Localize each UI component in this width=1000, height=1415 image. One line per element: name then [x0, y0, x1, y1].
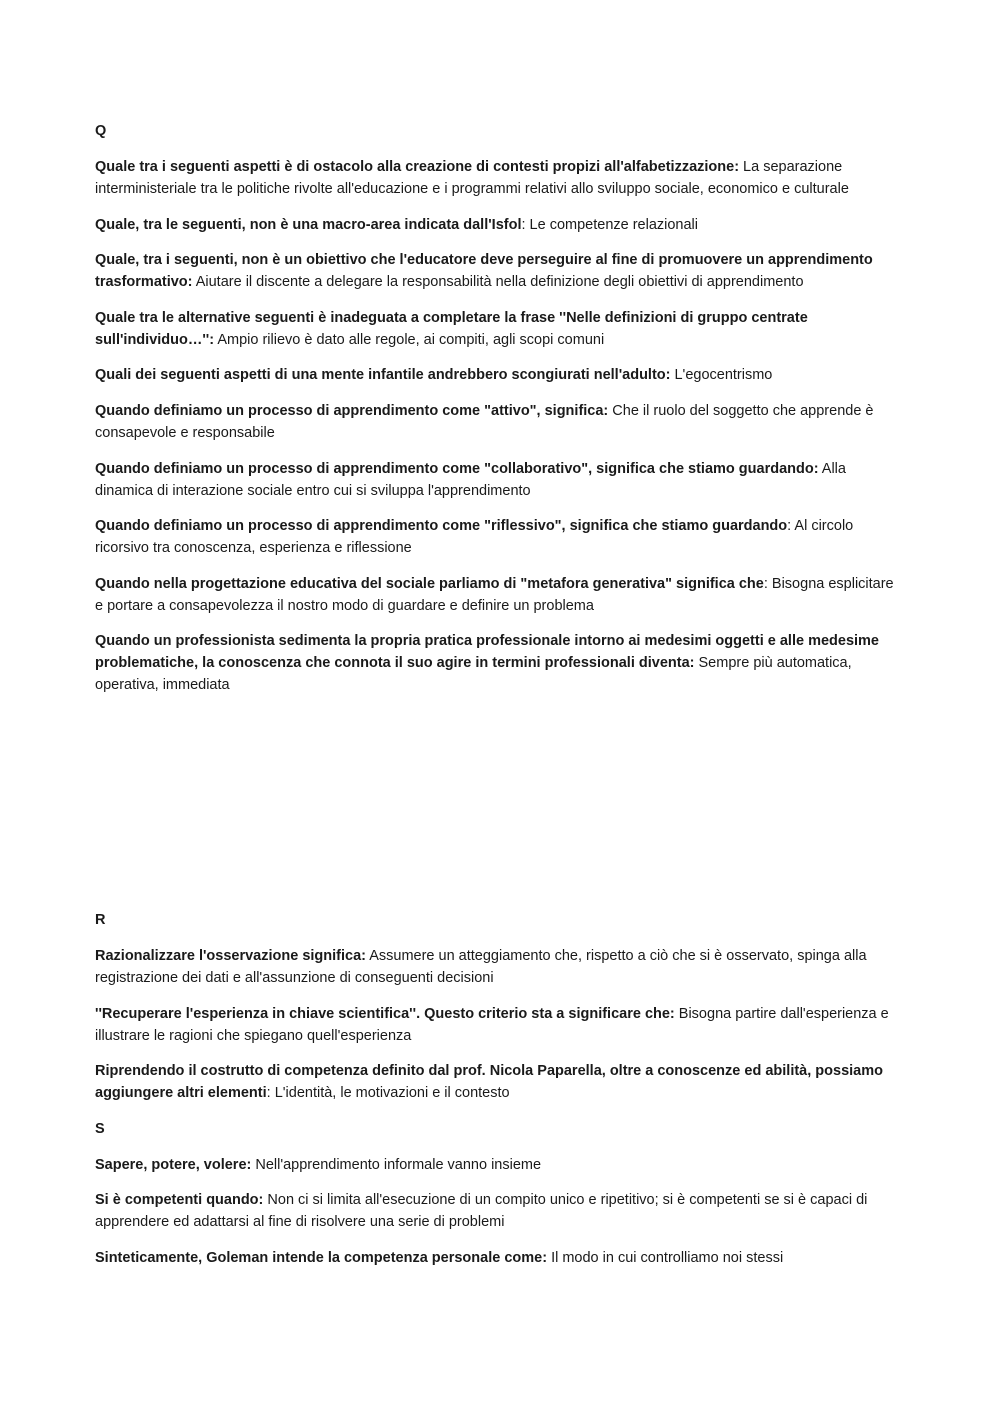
answer-text: Che il ruolo del soggetto che apprende è consapevole e responsabile [95, 402, 874, 441]
qa-entry [95, 364, 905, 386]
qa-entry [95, 1189, 905, 1233]
question-text: Quale, tra le seguenti, non è una macro-area indicata dall'Isfol [95, 216, 522, 233]
answer-text: La separazione interministeriale tra le politiche rivolte all'educazione e i programmi relativi allo sviluppo sociale, economico e culturale [95, 159, 849, 197]
qa-entry [95, 214, 905, 236]
answer-text: Non ci si limita all'esecuzione di un compito unico e ripetitivo; si è competenti se si è capaci di apprendere ed adattarsi al fine di risolvere una serie di problemi [95, 1192, 868, 1231]
section-letter: R [95, 912, 106, 928]
answer-text: Ampio rilievo è dato alle regole, ai compiti, agli scopi comuni [214, 331, 605, 348]
section-letter: S [95, 1120, 105, 1137]
answer-text: Bisogna partire dall'esperienza e illustrare le ragioni che spiegano quell'esperienza [95, 1005, 889, 1044]
qa-entry [95, 1154, 905, 1176]
qa-entry [95, 156, 905, 200]
qa-entry [95, 945, 905, 989]
question-text: Si è competenti quando: [95, 1192, 264, 1209]
qa-entry [95, 1003, 905, 1047]
question-text: Quando definiamo un processo di apprendimento come "riflessivo", significa che stiamo guardando [95, 518, 788, 535]
question-text: Quale tra i seguenti aspetti è di ostacolo alla creazione di contesti propizi all'alfabetizzazione: [95, 159, 740, 175]
answer-text: Il modo in cui controlliamo noi stessi [547, 1249, 784, 1266]
answer-text: Aiutare il discente a delegare la responsabilità nella definizione degli obiettivi di apprendimento [192, 274, 804, 291]
question-text: Riprendendo il costrutto di competenza definito dal prof. Nicola Paparella, oltre a conoscenze ed abilità, possiamo aggiungere altri elementi [95, 1063, 883, 1102]
qa-entry [95, 1247, 905, 1269]
question-text: Sapere, potere, volere: [95, 1156, 252, 1173]
question-text: Quale tra le alternative seguenti è inadeguata a completare la frase ''Nelle definizioni di gruppo centrate sull'individuo…'': [95, 309, 808, 348]
qa-entry [95, 515, 905, 559]
question-text: Razionalizzare l'osservazione significa: [95, 948, 366, 964]
answer-text: L'egocentrismo [670, 367, 773, 384]
qa-entry [95, 458, 905, 502]
answer-text: Alla dinamica di interazione sociale entro cui si sviluppa l'apprendimento [95, 460, 846, 499]
answer-text: : Bisogna esplicitare e portare a consapevolezza il nostro modo di guardare e definire un problema [95, 575, 894, 614]
question-text: Quando definiamo un processo di apprendimento come "attivo", significa: [95, 402, 609, 419]
answer-text: : Le competenze relazionali [521, 216, 699, 233]
qa-entry [95, 573, 905, 617]
qa-entry [95, 400, 905, 444]
question-text: Quale, tra i seguenti, non è un obiettivo che l'educatore deve perseguire al fine di promuovere un apprendimento trasformativo: [95, 252, 873, 291]
question-text: Quali dei seguenti aspetti di una mente infantile andrebbero scongiurati nell'adulto: [95, 367, 671, 384]
answer-text: : Al circolo ricorsivo tra conoscenza, esperienza e riflessione [95, 518, 854, 557]
qa-entry [95, 307, 905, 351]
section-r-s [95, 909, 905, 1283]
answer-text: Sempre più automatica, operativa, immediata [95, 655, 852, 694]
answer-text: Assumere un atteggiamento che, rispetto a ciò che si è osservato, spinga alla registrazione dei dati e all'assunzione di conseguenti decisioni [95, 948, 867, 986]
question-text: Quando nella progettazione educativa del sociale parliamo di "metafora generativa" significa che [95, 575, 764, 592]
section-letter: Q [95, 123, 107, 139]
answer-text: Nell'apprendimento informale vanno insieme [251, 1156, 542, 1173]
qa-entry [95, 249, 905, 293]
answer-text: : L'identità, le motivazioni e il contesto [266, 1085, 510, 1102]
question-text: ''Recuperare l'esperienza in chiave scientifica''. Questo criterio sta a significare che: [95, 1005, 675, 1022]
question-text: Sinteticamente, Goleman intende la competenza personale come: [95, 1249, 548, 1266]
question-text: Quando definiamo un processo di apprendimento come "collaborativo", significa che stiamo guardando: [95, 460, 819, 477]
qa-entry [95, 630, 905, 696]
question-text: Quando un professionista sedimenta la propria pratica professionale intorno ai medesimi oggetti e alle medesime problematiche, la conoscenza che connota il suo agire in termini professionali diventa: [95, 633, 879, 672]
section-q [95, 120, 905, 710]
qa-entry [95, 1060, 905, 1104]
